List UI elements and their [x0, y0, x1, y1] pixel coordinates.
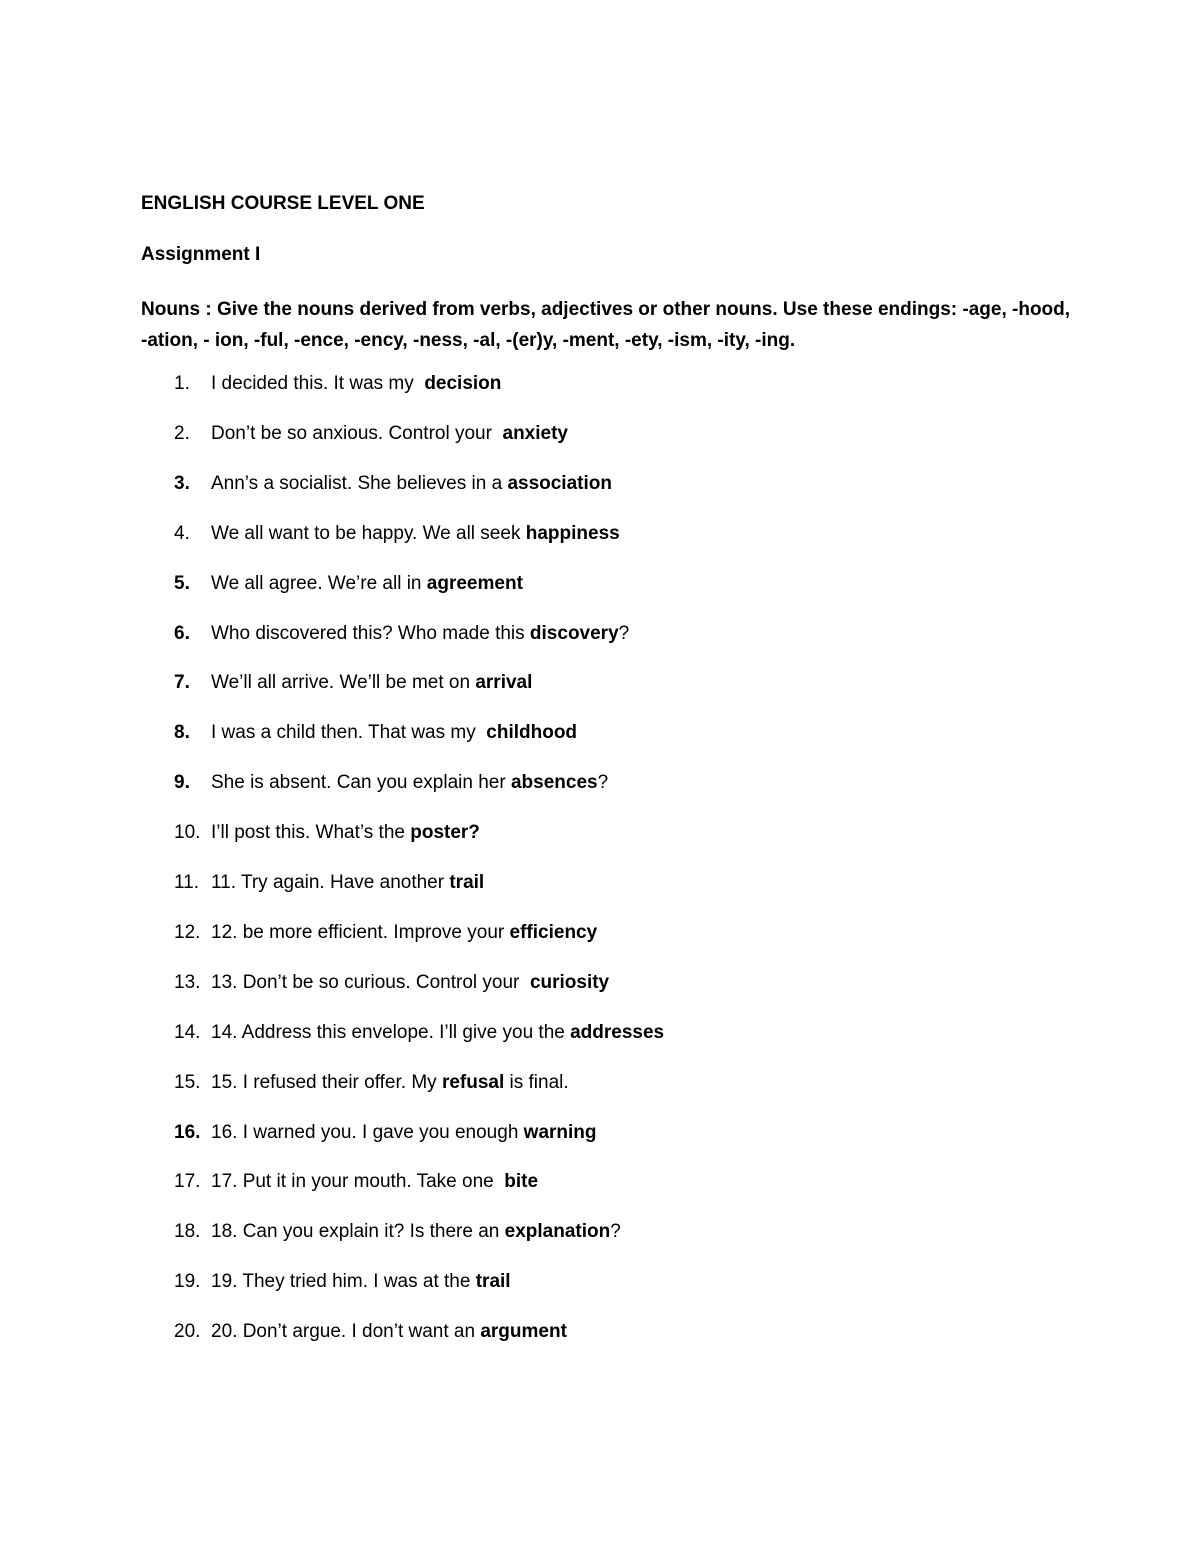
- question-prompt: I’ll post this. What’s the: [211, 822, 411, 843]
- item-number: 18.: [174, 1221, 201, 1242]
- question-prompt: 12. be more efficient. Improve your: [211, 922, 510, 943]
- item-number: 17.: [174, 1171, 201, 1192]
- item-number: 7.: [174, 672, 190, 693]
- question-prompt: We’ll all arrive. We’ll be met on: [211, 672, 476, 693]
- item-text: [211, 523, 620, 545]
- answer-word: happiness: [525, 523, 620, 544]
- question-prompt: We all want to be happy. We all seek: [211, 523, 526, 544]
- question-prompt: Ann’s a socialist. She believes in a: [211, 473, 508, 494]
- instructions-line: Nouns : Give the nouns derived from verbs, adjectives or other nouns. Use these endings: -age, -hood,: [141, 299, 1071, 320]
- question-prompt: 16. I warned you. I gave you enough: [211, 1122, 524, 1143]
- question-prompt: I was a child then. That was my: [211, 722, 487, 743]
- item-number: 14.: [174, 1022, 201, 1043]
- answer-word: efficiency: [509, 922, 598, 943]
- item-number: 1.: [174, 373, 190, 394]
- question-suffix: ?: [610, 1221, 621, 1242]
- item-number: 2.: [174, 423, 190, 444]
- answer-word: trail: [475, 1271, 511, 1292]
- answer-word: anxiety: [502, 423, 568, 444]
- answer-word: agreement: [426, 573, 523, 594]
- answer-word: trail: [449, 872, 485, 893]
- item-text: [211, 573, 523, 595]
- item-text: [211, 623, 629, 645]
- item-number: 13.: [174, 972, 201, 993]
- answer-word: explanation: [504, 1221, 611, 1242]
- item-number: 20.: [174, 1321, 201, 1342]
- answer-word: arrival: [475, 672, 533, 693]
- question-prompt: 14. Address this envelope. I’ll give you the: [211, 1022, 571, 1043]
- item-text: [211, 972, 609, 994]
- answer-word: bite: [504, 1171, 539, 1192]
- item-text: [211, 1221, 621, 1243]
- item-number: 8.: [174, 722, 190, 743]
- question-prompt: 20. Don’t argue. I don’t want an: [211, 1321, 481, 1342]
- answer-word: absences: [510, 772, 598, 793]
- answer-word: warning: [523, 1122, 597, 1143]
- answer-word: poster?: [410, 822, 480, 843]
- item-number: 4.: [174, 523, 190, 544]
- item-text: [211, 922, 597, 944]
- item-number: 12.: [174, 922, 201, 943]
- question-suffix: ?: [597, 772, 609, 793]
- item-text: [211, 1171, 538, 1193]
- item-text: [211, 672, 532, 694]
- answer-word: childhood: [486, 722, 578, 743]
- item-text: [211, 1122, 597, 1144]
- answer-word: association: [507, 473, 612, 494]
- item-number: 19.: [174, 1271, 201, 1292]
- item-text: [211, 822, 480, 844]
- question-suffix: is final.: [504, 1072, 569, 1093]
- item-number: 6.: [174, 623, 190, 644]
- item-text: [211, 1321, 567, 1343]
- item-text: [211, 872, 484, 894]
- question-prompt: I decided this. It was my: [211, 373, 425, 394]
- question-prompt: She is absent. Can you explain her: [211, 772, 511, 793]
- answer-word: decision: [424, 373, 502, 394]
- question-prompt: We all agree. We’re all in: [211, 573, 427, 594]
- item-text: [211, 423, 568, 445]
- item-text: [211, 1022, 664, 1044]
- question-suffix: ?: [618, 623, 630, 644]
- item-text: [211, 473, 612, 495]
- answer-word: discovery: [529, 623, 619, 644]
- document-title: ENGLISH COURSE LEVEL ONE: [141, 193, 425, 214]
- item-number: 11.: [174, 872, 200, 893]
- question-prompt: 19. They tried him. I was at the: [211, 1271, 476, 1292]
- item-number: 3.: [174, 473, 190, 494]
- item-text: [211, 1072, 569, 1094]
- question-prompt: 13. Don’t be so curious. Control your: [211, 972, 530, 993]
- item-number: 5.: [174, 573, 190, 594]
- assignment-heading: Assignment I: [141, 244, 261, 265]
- question-prompt: Who discovered this? Who made this: [211, 623, 530, 644]
- instructions-line: -ation, - ion, -ful, -ence, -ency, -ness, -al, -(er)y, -ment, -ety, -ism, -ity, -ing.: [141, 330, 796, 351]
- item-text: [211, 373, 501, 395]
- item-text: [211, 722, 577, 744]
- question-prompt: 18. Can you explain it? Is there an: [211, 1221, 505, 1242]
- answer-word: addresses: [570, 1022, 665, 1043]
- item-number: 10.: [174, 822, 201, 843]
- answer-word: refusal: [441, 1072, 505, 1093]
- answer-word: curiosity: [529, 972, 610, 993]
- answer-word: argument: [480, 1321, 567, 1342]
- item-number: 15.: [174, 1072, 201, 1093]
- question-prompt: 15. I refused their offer. My: [211, 1072, 442, 1093]
- item-text: [211, 772, 608, 794]
- item-text: [211, 1271, 511, 1293]
- item-number: 9.: [174, 772, 190, 793]
- question-prompt: Don’t be so anxious. Control your: [211, 423, 503, 444]
- question-prompt: 17. Put it in your mouth. Take one: [211, 1171, 505, 1192]
- item-number: 16.: [174, 1122, 201, 1143]
- question-prompt: 11. Try again. Have another: [211, 872, 450, 893]
